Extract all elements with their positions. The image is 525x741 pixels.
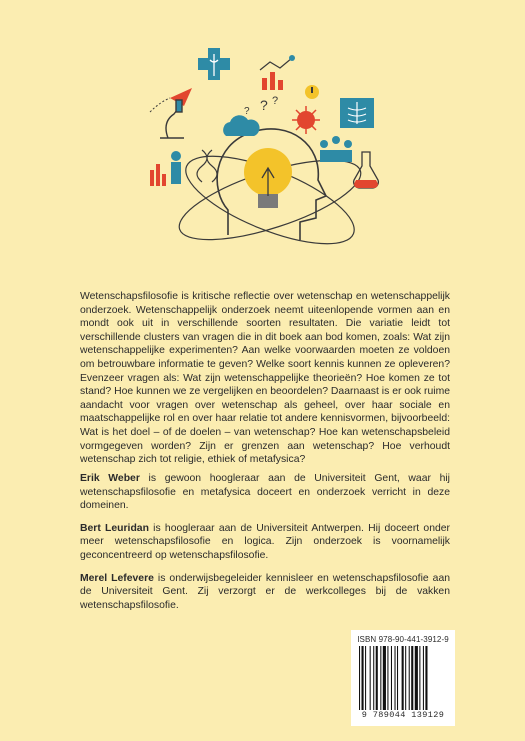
flask-icon (354, 152, 379, 188)
svg-text:?: ? (244, 106, 250, 117)
barcode (359, 646, 447, 710)
virus-icon (292, 106, 320, 134)
medical-cross-icon (198, 48, 230, 80)
science-illustration (140, 40, 390, 275)
author-name: Bert Leuridan (80, 522, 149, 534)
author-bio (80, 522, 450, 563)
xray-icon (340, 98, 374, 128)
author-description: is gewoon hoogleraar aan de Universiteit Gent, waar hij wetenschapsfilosofie en metafysica doceert en onderzoek verricht in deze domeinen. (80, 473, 450, 512)
microscope-icon (160, 100, 184, 138)
svg-text:?: ? (272, 95, 279, 107)
dna-icon (197, 150, 217, 182)
author-bio (80, 572, 450, 613)
isbn-barcode-box (351, 630, 455, 726)
author-name: Erik Weber (80, 473, 140, 484)
paper-plane-icon (150, 88, 192, 112)
question-marks-icon (244, 95, 278, 117)
lightbulb-head-icon (217, 129, 326, 240)
alert-icon (305, 85, 319, 99)
author-name: Merel Lefevere (80, 572, 154, 584)
cloud-icon (223, 115, 259, 136)
barcode-digits: 9 789044 139129 (361, 710, 445, 720)
author-description: is onderwijsbegeleider kennisleer en wetenschapsfilosofie aan de Universiteit Gent. Zij verzorgt er de werkcolleges bij de vakken wetenschapsfilosofie. (80, 572, 450, 611)
isbn-label: ISBN 978-90-441-3912-9 (357, 635, 449, 644)
svg-text:?: ? (260, 97, 268, 113)
back-cover-blurb: Wetenschapsfilosofie is kritische reflectie over wetenschap en wetenschappelijk onderzoek. Wetenschappelijk onderzoek neemt uiteenlopende vormen aan en mondt ook uit in verschillende soorten resultaten. Die variatie leidt tot verschillende clusters van vragen die in dit boek aan bod komen, zoals: Wat zijn wetenschappelijke experimenten? Aan welke voorwaarden moeten ze voldoen om betrouwbare informatie te geven? Welke soort kennis kunnen ze opleveren? Evenzeer vragen als: Wat zijn wetenschappelijke theorieën? Hoe komen ze tot stand? Hoe kunnen we ze vergelijken en beoordelen? Daarnaast is er ook ruime aandacht voor vragen over wetenschap als geheel, over haar sociale en maatschappelijke rol en over haar relatie tot andere kennisvormen, bijvoorbeeld: Wat is het doel – of de doelen – van wetenschap? Hoe kan wetenschapsbeleid vormgegeven worden? Zijn er grenzen aan wetenschap? Hoe verhoudt wetenschap zich tot religie, ethiek of metafysica? (80, 291, 450, 466)
bar-chart-icon (260, 55, 295, 90)
author-bios (80, 472, 450, 621)
author-description: is hoogleraar aan de Universiteit Antwerpen. Hij doceert onder meer wetenschapsfilosofie en logica. Zijn onderzoek is voornamelijk geconcentreerd op wetenschapsfilosofie. (80, 522, 450, 561)
author-bio (80, 472, 450, 513)
